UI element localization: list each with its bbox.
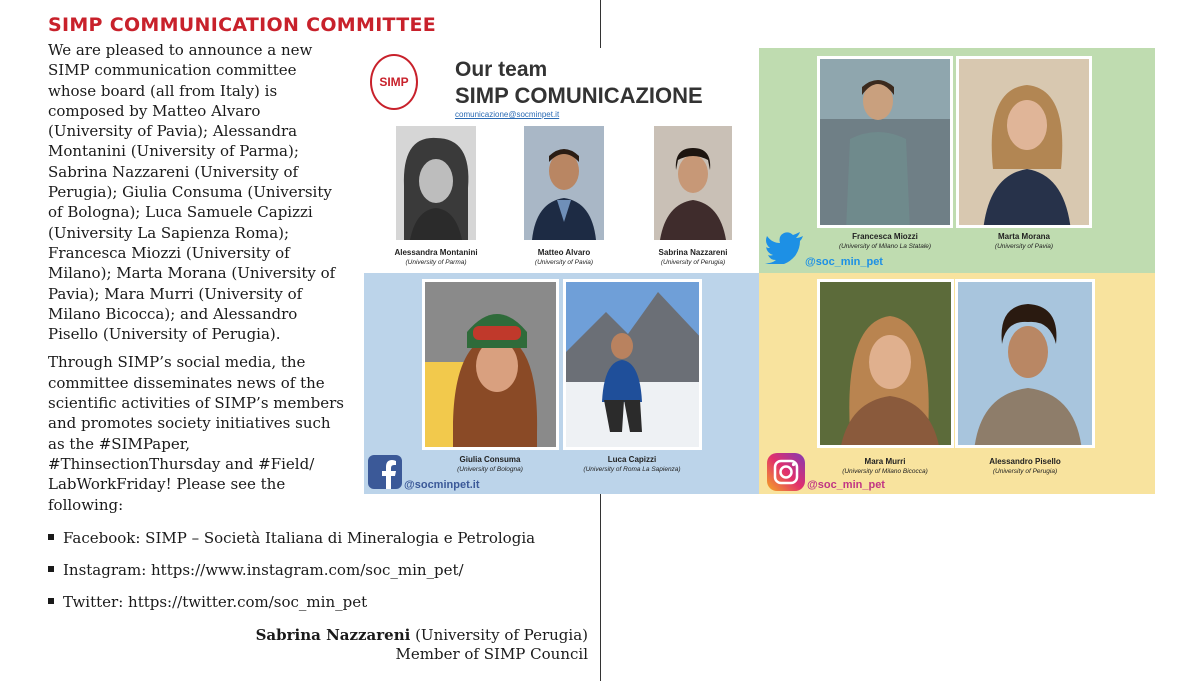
signature-role: Member of SIMP Council [395,645,588,663]
signature-name: Sabrina Nazzareni [255,626,411,644]
member-photo-alvaro [524,126,604,240]
member-name-nazzareni: Sabrina Nazzareni [658,248,728,257]
poster-subtitle: SIMP COMUNICAZIONE [455,83,703,108]
signature [256,626,588,664]
twitter-link-text[interactable]: Twitter: https://twitter.com/soc_min_pet [63,593,368,611]
twitter-quadrant [759,48,1155,273]
facebook-quadrant [364,273,759,494]
member-affiliation-montanini: (University of Parma) [405,259,467,266]
twitter-link-item[interactable] [48,592,608,612]
team-poster [364,48,1155,494]
member-affiliation-morana: (University of Pavia) [994,243,1054,250]
member-name-montanini: Alessandra Montanini [394,248,478,257]
simp-logo-icon [370,54,418,110]
member-affiliation-miozzi: (University of Milano La Statale) [838,243,932,250]
bullet-square-icon [48,566,54,572]
instagram-link-item[interactable] [48,560,608,580]
member-photo-pisello [955,279,1095,448]
member-photo-morana [956,56,1092,228]
poster-email[interactable]: comunicazione@socminpet.it [455,110,560,119]
member-name-miozzi: Francesca Miozzi [852,232,918,241]
member-photo-nazzareni [654,126,732,240]
social-links-list [48,528,608,624]
instagram-icon[interactable] [767,453,805,491]
instagram-handle[interactable]: @soc_min_pet [807,479,885,491]
member-affiliation-nazzareni: (University of Perugia) [660,259,726,266]
facebook-icon[interactable] [368,455,402,489]
member-photo-montanini [396,126,476,240]
article-paragraph-2: Through SIMP’s social media, the committee disseminates news of the scientific activities of SIMP’s members and promotes society initiatives such as the #SIMPaper, #ThinsectionThursday and #Field/ LabWorkFriday! Please see the following: [48,353,344,514]
poster-title: Our team [455,58,548,81]
bullet-square-icon [48,534,54,540]
member-affiliation-pisello: (University of Perugia) [992,468,1058,475]
facebook-link-item[interactable] [48,528,608,548]
member-photo-capizzi [563,279,702,450]
member-affiliation-capizzi: (University of Roma La Sapienza) [583,466,681,473]
member-name-murri: Mara Murri [864,457,906,466]
member-name-capizzi: Luca Capizzi [607,455,657,464]
article-paragraph-1: We are pleased to announce a new SIMP communication committee whose board (all from Italy) is composed by Matteo Alvaro (University of Pavia); Alessandra Montanini (University of Parma); Sabrina Nazzareni (University of Perugia); Giulia Consuma (University of Bologna); Luca Samuele Capizzi (University La Sapienza Roma); Francesca Miozzi (University of Milano); Marta Morana (University of Pavia); Mara Murri (University of Milano Bicocca); and Alessandro Pisello (University of Perugia). [48,41,336,344]
column-divider-top [600,0,601,48]
signature-affiliation: (University of Perugia) [410,626,588,644]
member-name-consuma: Giulia Consuma [459,455,521,464]
simp-logo-text: SIMP [379,75,409,89]
facebook-handle[interactable]: @socminpet.it [404,479,480,491]
poster-header-quadrant [364,48,759,273]
member-affiliation-alvaro: (University of Pavia) [534,259,594,266]
member-affiliation-murri: (University of Milano Bicocca) [842,468,928,475]
article-heading: SIMP COMMUNICATION COMMITTEE [48,14,437,36]
twitter-icon[interactable] [765,232,805,264]
facebook-link-text[interactable]: Facebook: SIMP – Società Italiana di Mineralogia e Petrologia [63,529,536,547]
member-name-pisello: Alessandro Pisello [989,457,1061,466]
member-photo-murri [817,279,954,448]
member-photo-miozzi [817,56,953,228]
member-name-morana: Marta Morana [997,232,1050,241]
member-affiliation-consuma: (University of Bologna) [457,466,523,473]
member-photo-consuma [422,279,559,450]
instagram-quadrant [759,273,1155,494]
twitter-handle[interactable]: @soc_min_pet [805,256,883,268]
bullet-square-icon [48,598,54,604]
instagram-link-text[interactable]: Instagram: https://www.instagram.com/soc_min_pet/ [63,561,464,579]
article-column [48,14,437,515]
member-name-alvaro: Matteo Alvaro [537,248,591,257]
